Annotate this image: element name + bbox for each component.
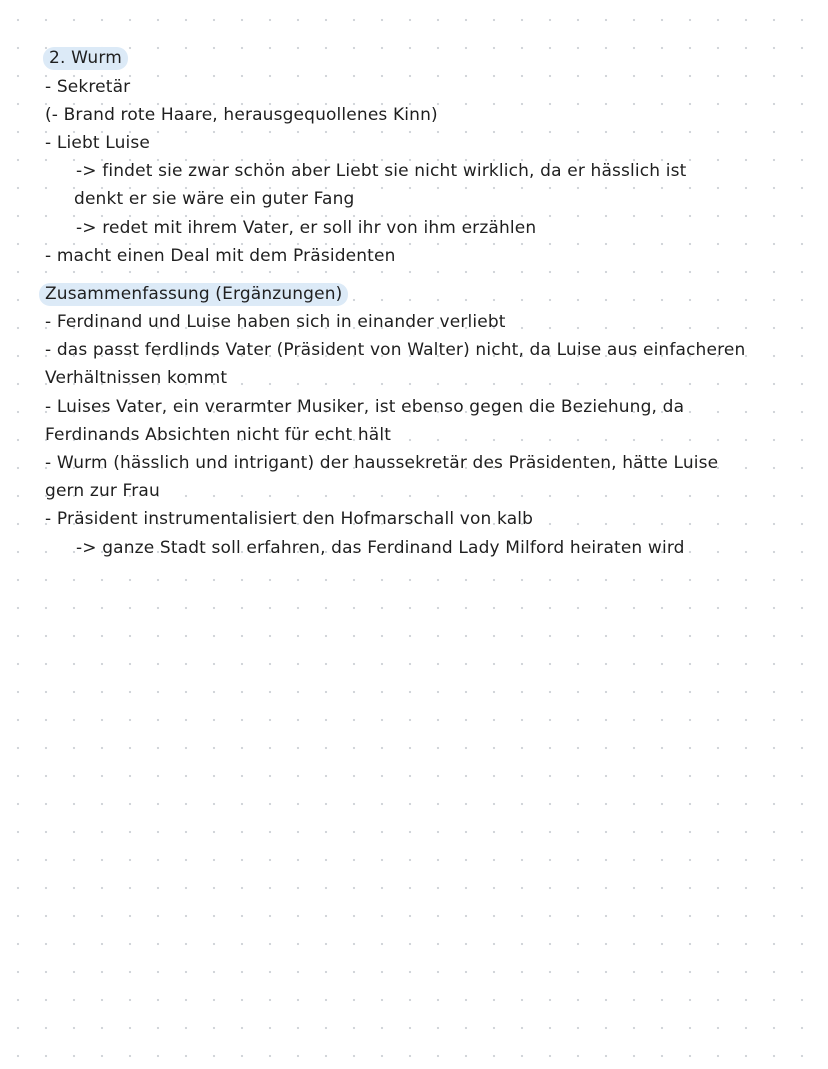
note-line: - das passt ferdlinds Vater (Präsident von Walter) nicht, da Luise aus einfacheren (45, 340, 746, 360)
heading-highlight: 2. Wurm (43, 47, 128, 70)
note-line: - Wurm (hässlich und intrigant) der haussekretär des Präsidenten, hätte Luise (45, 453, 719, 473)
note-line: (- Brand rote Haare, herausgequollenes Kinn) (45, 105, 438, 125)
note-line: - Liebt Luise (45, 133, 150, 153)
note-line: - macht einen Deal mit dem Präsidenten (45, 246, 396, 266)
note-line-indented: -> ganze Stadt soll erfahren, das Ferdinand Lady Milford heiraten wird (76, 538, 685, 558)
summary-heading-highlight: Zusammenfassung (Ergänzungen) (39, 283, 348, 306)
section-heading-summary (45, 283, 348, 305)
note-line: - Präsident instrumentalisiert den Hofmarschall von kalb (45, 509, 534, 529)
section-heading-wurm (49, 47, 128, 69)
note-line: gern zur Frau (45, 481, 160, 501)
note-line-indented: -> redet mit ihrem Vater, er soll ihr von ihm erzählen (76, 218, 537, 238)
note-line-indented: -> findet sie zwar schön aber Liebt sie nicht wirklich, da er hässlich ist (76, 161, 687, 181)
note-line: Verhältnissen kommt (45, 368, 228, 388)
note-line-indented: denkt er sie wäre ein guter Fang (74, 189, 355, 209)
note-line: - Ferdinand und Luise haben sich in einander verliebt (45, 312, 506, 332)
note-line: - Luises Vater, ein verarmter Musiker, ist ebenso gegen die Beziehung, da (45, 397, 685, 417)
note-line: Ferdinands Absichten nicht für echt hält (45, 425, 392, 445)
note-line: - Sekretär (45, 77, 131, 97)
